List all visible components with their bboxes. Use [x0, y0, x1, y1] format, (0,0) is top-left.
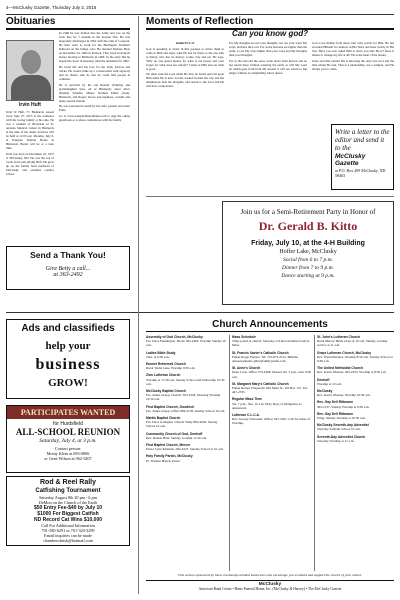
church-listing [317, 412, 394, 420]
ads-promo-title: Ads and classifieds [21, 323, 115, 334]
church-listing-detail: Saturday Worship at 11 a.m. [317, 438, 355, 443]
tournament-email: chamberofnisk@hotmail.com [43, 538, 93, 543]
tournament-dates: Saturday August 8th 20 pm - 6 pm [39, 495, 97, 500]
obituary-photo [6, 40, 54, 101]
retirement-invite: Join us for a Semi-Retirement Party in Honor of [240, 208, 376, 216]
retirement-honoree: Dr. Gerald B. Kitto [258, 219, 358, 233]
church-listing-name: St. Francis Xavier's Catholic Church [232, 350, 289, 355]
church-listing [146, 389, 226, 402]
church-listing [317, 378, 394, 386]
church-listing [317, 351, 394, 364]
church-listing [146, 443, 226, 451]
reflection-column-3 [312, 41, 394, 121]
obituary-column-2 [59, 31, 130, 242]
tournament-subtitle: Catfishing Tournament [35, 488, 101, 494]
tournament-info: Call For Additional Information [41, 523, 95, 528]
column-divider [229, 335, 230, 571]
church-listing [317, 423, 394, 431]
thank-you-ad-phone: at 363-2492 [53, 272, 83, 278]
church-listing [146, 373, 226, 386]
reunion-ad-contact [7, 446, 129, 462]
church-listing [317, 400, 394, 408]
church-listing [146, 362, 226, 370]
church-column-1 [146, 335, 226, 575]
obituary-paragraph: In 1960 he was drafted into the Army and was on the front line for 7 months in the Korean War. He was honorably discharged in 1962 with the rank of Corporal. He then went to work for the Burlington Northern Railroad on the bridge crew. He married Darlene Hoyt on December 24, 1962 in Pollock. They lived in Pollock before moving to Bismarck in 1966. In the early 60s he began his career in masonry, until his retirement in 1992. [59, 31, 130, 64]
reflection-headline: Can you know god? [232, 29, 308, 38]
church-listing [317, 389, 394, 397]
thank-you-ad-line: Give Betty a call... [45, 266, 91, 272]
retirement-dance: Dance starting at 9 p.m. [281, 273, 335, 279]
tournament-email-label: Email inquiries can be made [44, 533, 92, 538]
reunion-ad-for: for Hurdsfield [53, 421, 83, 427]
church-listing-detail: Sat. 7 p.m., Sun. 10 a.m. Holy Days of Obligation as announced. [232, 401, 302, 410]
page-running-head [6, 5, 394, 15]
obituary-column-1 [6, 110, 54, 242]
church-column-3 [317, 335, 394, 575]
church-title-rule [146, 331, 394, 332]
obituary-paragraph: He is survived by his son Russell (Tammy) and granddaughter Sara, all of Bismarck; sister Alice (Daniel) Schlafle, Minot; brothers Elmer (Jean), Bismarck, and Roger; nieces and nephews, cousins and many special friends. [59, 82, 130, 103]
reflection-paragraph: God is not hidden from those who truly search for Him. He has revealed Himself in creation, in His Word and most clearly in His Son. Have you ever asked Him to show you who He is? Does it matter or change my life at all? He is the heart of the matter. [312, 41, 394, 58]
church-listing-detail: Dean Cook. Office 573-4268. Masses Sat. 5 p.m., Sun. 8:30 a.m. [232, 370, 312, 379]
church-listing-detail: Pas. Dave Fennington. Phone 363-2404. Worship Sunday 10 a.m. [146, 339, 226, 348]
church-listing-name: Martin Baptist Church [146, 416, 181, 421]
church-listing [317, 335, 394, 348]
obituary-photo-caption: Irvin Huft [19, 102, 41, 108]
church-listing [146, 454, 226, 462]
reflection-paragraph: God is speaking to Israel in this passage to invite them to come to Him and enjoy what He has for them, to the one who is thirsty, who has no money: Come, buy and eat. He says, 'Why do you spend money for what is not bread, and your wages for what does not satisfy?' Listen to Him and eat what is good. [146, 46, 224, 71]
reunion-contact-1: Monty Klein at 693-6806 [46, 451, 90, 457]
church-listing-detail: 363-2137. Sunday Worship at 9:30 a.m. [317, 404, 370, 409]
retirement-party-ad [222, 201, 394, 305]
church-listing [232, 413, 312, 426]
church-listing-detail: Father Roger Fenster. Tel: 701-873-2122. Bulletin announcements @holyfamilyparish.com. [232, 354, 299, 364]
section-divider [146, 196, 394, 197]
church-sponsor-note: This section sponsored by these community-minded businesses who encourage you to attend and support the church of your choice. [177, 573, 363, 577]
tournament-phone: 701-580-6291 or 701-320-3299 [41, 528, 95, 533]
church-listing-detail: Pas. James Grupp. Church: 363-2326. Morning Worship 10:30 a.m. [146, 393, 221, 402]
church-listing [232, 382, 312, 395]
church-listing-detail: Rev. Dennis Haut. Sunday worship 11:30 a.m. [146, 435, 208, 440]
church-listing-name: McClusky [317, 389, 333, 394]
church-listing-detail: Rev. Karen Wiesner. 363-2433. Worship at 8:30 a.m. [317, 370, 387, 375]
reflection-paragraph: We must seek the Lord while He may be found and call upon Him while He is near. Let the wicked forsake his way and the unrighteous man his thoughts, and return to the Lord and He will have compassion. [146, 72, 224, 89]
reflection-paragraph: Jesus said that eternal life is knowing the only true God and the One whom He sent. That is a relationship, not a religion, and He invites you to come. [312, 58, 394, 71]
church-listing [317, 435, 394, 443]
sponsor-list: American Bank Center • Hartz Funeral Home, Inc. (McClusky & Harvey) • The McClusky Gazette [198, 587, 342, 591]
church-listing-detail: Fr. Thomas Hauch, Pastor [146, 458, 181, 463]
sponsor-bar [146, 580, 394, 594]
church-listing-name: Denhoff [317, 377, 330, 382]
church-listing-detail: Pastor Lynn Kitzman. 582-4227. Sunday School at 10 a.m. [146, 447, 224, 452]
church-listing-detail: Wing. Sunday Worship at 10:30 a.m. [317, 416, 366, 421]
church-listing-name: Mass Schedule [232, 335, 256, 339]
church-listing-detail: Pas. Dave Gallagher. Church Study 884-2634. Sunday School 10 a.m. [146, 420, 218, 429]
reflection-scripture: Isaiah 55:1-13 [175, 41, 195, 45]
reunion-ad-title: ALL-SCHOOL REUNION [15, 427, 121, 437]
church-listing-detail: Rev. Karen Wiesner. Worship 10:30 a.m. [317, 393, 371, 398]
retirement-social: Social from 6 to 7 p.m. [282, 257, 334, 263]
church-listing [232, 351, 312, 364]
church-listing-detail: Pas. James Grupp. Office 884-2139. Sunday School 10 a.m. [146, 408, 226, 413]
obituaries-section-title: Obituaries [6, 16, 130, 30]
tournament-prize: $1000 For Biggest Catfish [37, 511, 99, 517]
reflection-paragraph: For My thoughts are not your thoughts, nor are your ways My ways, declares the Lord. For as the heavens are higher than the earth, so are My ways higher than your ways and My thoughts than your thoughts. [229, 41, 307, 58]
church-listing-name: Rev. Gay Dell Rittmann [317, 400, 354, 405]
church-listing-name: Rev. Gay Dell Rittmann [317, 411, 354, 416]
reflection-section-title: Moments of Reflection [146, 16, 394, 30]
tournament-fee: $50 Entry Fee-$40 by July 10 [33, 505, 103, 511]
letter-to-editor-title: Write a letter to the editor and send it to the [335, 128, 390, 152]
ads-promo-line3: GROW! [48, 377, 88, 389]
ads-promo-line1: help your [45, 340, 91, 352]
church-listing [146, 351, 226, 359]
catfish-tournament-ad [6, 476, 130, 546]
obituary-paragraph: Irvin was born on December 18, 1937 at McClusky, ND. He was the son of Jacob and Lydia (Roth) Huft. He grew up on the family farm northeast of McClusky and attended country school. [6, 151, 54, 177]
church-listing-name: Zion Lutheran Church [146, 373, 181, 378]
church-listing-name: First Baptist Church, Goodrich [146, 404, 195, 409]
obituary-paragraph: Go to www.eastgatefuneralhome.com to sign the online guestbook or to share condolences with the family. [59, 113, 130, 122]
retirement-dinner: Dinner from 7 to 9 p.m. [282, 265, 334, 271]
church-listing-name: St. Margaret Mary's Catholic Church [232, 381, 289, 386]
church-listing-name: Ladies Bible Study [146, 350, 176, 355]
church-listing-name: The United Methodist Church [317, 366, 363, 371]
church-listing [146, 416, 226, 429]
church-listing [232, 335, 312, 348]
church-listing-detail: Tues. at 6:30 a.m. [146, 354, 170, 359]
church-listing-name: Seventh-Day Adventist Church [317, 434, 366, 439]
reflection-column-1 [146, 41, 224, 194]
church-listing [232, 397, 312, 410]
church-listing-name: St. Anne's Church [232, 366, 261, 371]
church-listing-detail: Rural Mercer. Bible Class at 10 a.m. Sunday worship service at 11 a.m. [317, 339, 388, 348]
tournament-record: ND Record Cat Wins $10,000 [33, 517, 103, 523]
retirement-date: Friday, July 10, at the 4-H Building [251, 240, 365, 247]
ads-classifieds-promo [6, 319, 130, 399]
sponsor-title: McClusky [258, 582, 282, 587]
church-listing [232, 366, 312, 379]
retirement-location: Hoffer Lake, McClusky [279, 249, 337, 255]
church-listing-detail: Time posted at church. Saturday at 6 Reconciliation before Mass. [232, 339, 310, 348]
reflection-paragraph: For as the rain and the snow come down from heaven and do not return there without watering the earth, so will My word be which goes forth from My mouth; it will not return to Me empty without accomplishing what I desire. [229, 58, 307, 75]
church-listing-name: Assembly of God Church, McClusky [146, 335, 203, 339]
church-listing [146, 432, 226, 440]
church-listing-name: First Baptist Church, Mercer [146, 443, 191, 448]
reunion-ad-date: Saturday, July 4, at 3 p.m. [39, 438, 97, 444]
church-announcements-title: Church Announcements [212, 319, 328, 330]
church-listing-name: Holy Family Parish, McClusky [146, 454, 193, 459]
reunion-ad-header: PARTICIPATES WANTED [7, 406, 129, 419]
church-listing-name: Regular Mass Time [232, 397, 262, 402]
reunion-ad [6, 405, 130, 473]
thank-you-ad-title: Send a Thank You! [30, 250, 106, 260]
church-listing [146, 335, 226, 348]
thank-you-ad [6, 246, 130, 290]
church-listing-name: Lutheran C.L.C.A. [232, 413, 260, 418]
ads-promo-line2: business [35, 356, 101, 373]
church-column-2 [232, 335, 312, 575]
column-divider [314, 335, 315, 571]
church-listing-name: McClusky Baptist Church [146, 389, 186, 394]
reflection-column-2 [229, 41, 307, 194]
church-listing-detail: Worship at 11:30 a.m. Sunday School and fellowship 10:30 a.m. [146, 377, 225, 386]
tournament-title: Rod & Reel Rally [39, 479, 96, 486]
letter-to-editor-box [331, 124, 394, 190]
obituary-paragraph: Irvin W. Huft, 77, Bismarck, passed away June 27, 2015 at his residence with his loving family at his side. He was a resident of Riverside of St. Alexius Medical Center in Bismarck at the time of his death. Services will be held at 11:00 a.m. Monday, July 6, at Eastgate Funeral Home in Bismarck. Burial will be at a later time. [6, 110, 54, 151]
letter-to-editor-address: at P.O. Box 499 McClusky, ND 58463 [335, 168, 386, 178]
church-listing-name: Emmet Reformed Church [146, 362, 186, 367]
church-listing-name: Community Church of God, Denhoff [146, 431, 203, 436]
church-listing-name: Grace Lutheran Church, McClusky [317, 350, 372, 355]
church-listing-name: McClusky Seventh-day Adventist [317, 423, 369, 428]
church-listing-detail: Rural Turtle Lake. Worship 9:30 a.m. [146, 366, 196, 371]
page-column-divider [138, 16, 139, 594]
church-listing-detail: Worship at 10 a.m. [317, 381, 342, 386]
page-label: 4—McClusky Gazette, Thursday July 2, 2015 [6, 5, 97, 10]
reunion-contact-label: Contact person: [54, 446, 82, 451]
church-listing-name: St. John's Lutheran Church [317, 335, 361, 339]
church-listing [146, 405, 226, 413]
obituary-paragraph: He was preceded in death by his wife, parents and sister Edna. [59, 104, 130, 113]
reunion-contact-2: or Gene Wilson at 962-3407 [44, 456, 92, 462]
church-listing [317, 366, 394, 374]
church-listing-detail: Rev. Wynn Bernard. Worship 8:30 a.m. Sunday School at 9:30 a.m. [317, 354, 393, 364]
church-listing-detail: Saturday Sabbath School 10 a.m. [317, 427, 361, 432]
section-divider [6, 312, 394, 313]
church-listing-detail: Father Robert Fitzgerald. 902 Main St., PO Box 127. Tel. 447-2335. [232, 386, 308, 395]
church-listing-detail: Rev. George Schroeder. Office: 947-2261. Call for times of Worship. [232, 417, 311, 426]
letter-to-editor-publication: McClusky Gazette [335, 153, 366, 167]
tournament-place: DeMon on the Church of the Earth [38, 500, 98, 505]
obituary-paragraph: He loved life and his love for the farm, tractors and trucks. He would strike up a conversation with anybody and no matter who he met he could find people in common. [59, 64, 130, 82]
